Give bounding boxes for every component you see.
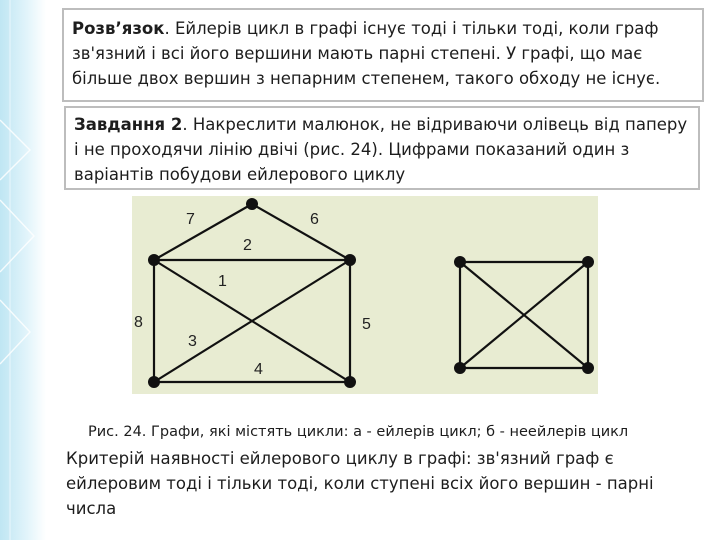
graph-a-vertex: [148, 376, 160, 388]
edge-label-4: 4: [254, 361, 263, 378]
graph-a-vertex: [344, 254, 356, 266]
task-text: . Накреслити малюнок, не відриваючи олівець від паперу і не проходячи лінію двічі (рис. 24). Цифрами показаний один з варіантів побудови ейлерового циклу: [74, 115, 688, 184]
graph-figure: [132, 196, 598, 394]
edge-label-3: 3: [188, 333, 197, 350]
solution-heading: Розв’язок: [72, 19, 165, 38]
graph-b-vertex: [582, 362, 594, 374]
slide: [60, 0, 720, 540]
criteria-text: Критерій наявності ейлерового циклу в графі: зв'язний граф є ейлеровим тоді і тільки тоді, коли ступені всіх його вершин - парні числа: [66, 449, 654, 518]
task-heading: Завдання 2: [74, 115, 183, 134]
graph-a-vertex: [344, 376, 356, 388]
edge-label-8: 8: [134, 314, 143, 331]
edge-label-7: 7: [186, 211, 195, 228]
graph-a-edge: [154, 204, 252, 260]
figure-caption: Рис. 24. Графи, які містять цикли: а - ейлерів цикл; б - неейлерів цикл: [88, 424, 629, 440]
graph-b-vertex: [454, 362, 466, 374]
solution-text: . Ейлерів цикл в графі існує тоді і тільки тоді, коли граф зв'язний і всі його вершини мають парні степені. У графі, що має більше двох вершин з непарним степенем, такого обходу не існує.: [72, 19, 661, 88]
graph-a-vertex: [246, 198, 258, 210]
graph-b-vertex: [582, 256, 594, 268]
edge-label-5: 5: [362, 316, 371, 333]
edge-label-6: 6: [310, 211, 319, 228]
left-decoration: [0, 0, 60, 540]
graph-a-vertex: [148, 254, 160, 266]
edge-label-1: 1: [218, 273, 227, 290]
graph-a-edge: [252, 204, 350, 260]
graph-drawing: [132, 196, 598, 394]
task-box: [64, 106, 700, 190]
graph-b-vertex: [454, 256, 466, 268]
edge-label-2: 2: [243, 237, 252, 254]
solution-box: [62, 8, 704, 102]
